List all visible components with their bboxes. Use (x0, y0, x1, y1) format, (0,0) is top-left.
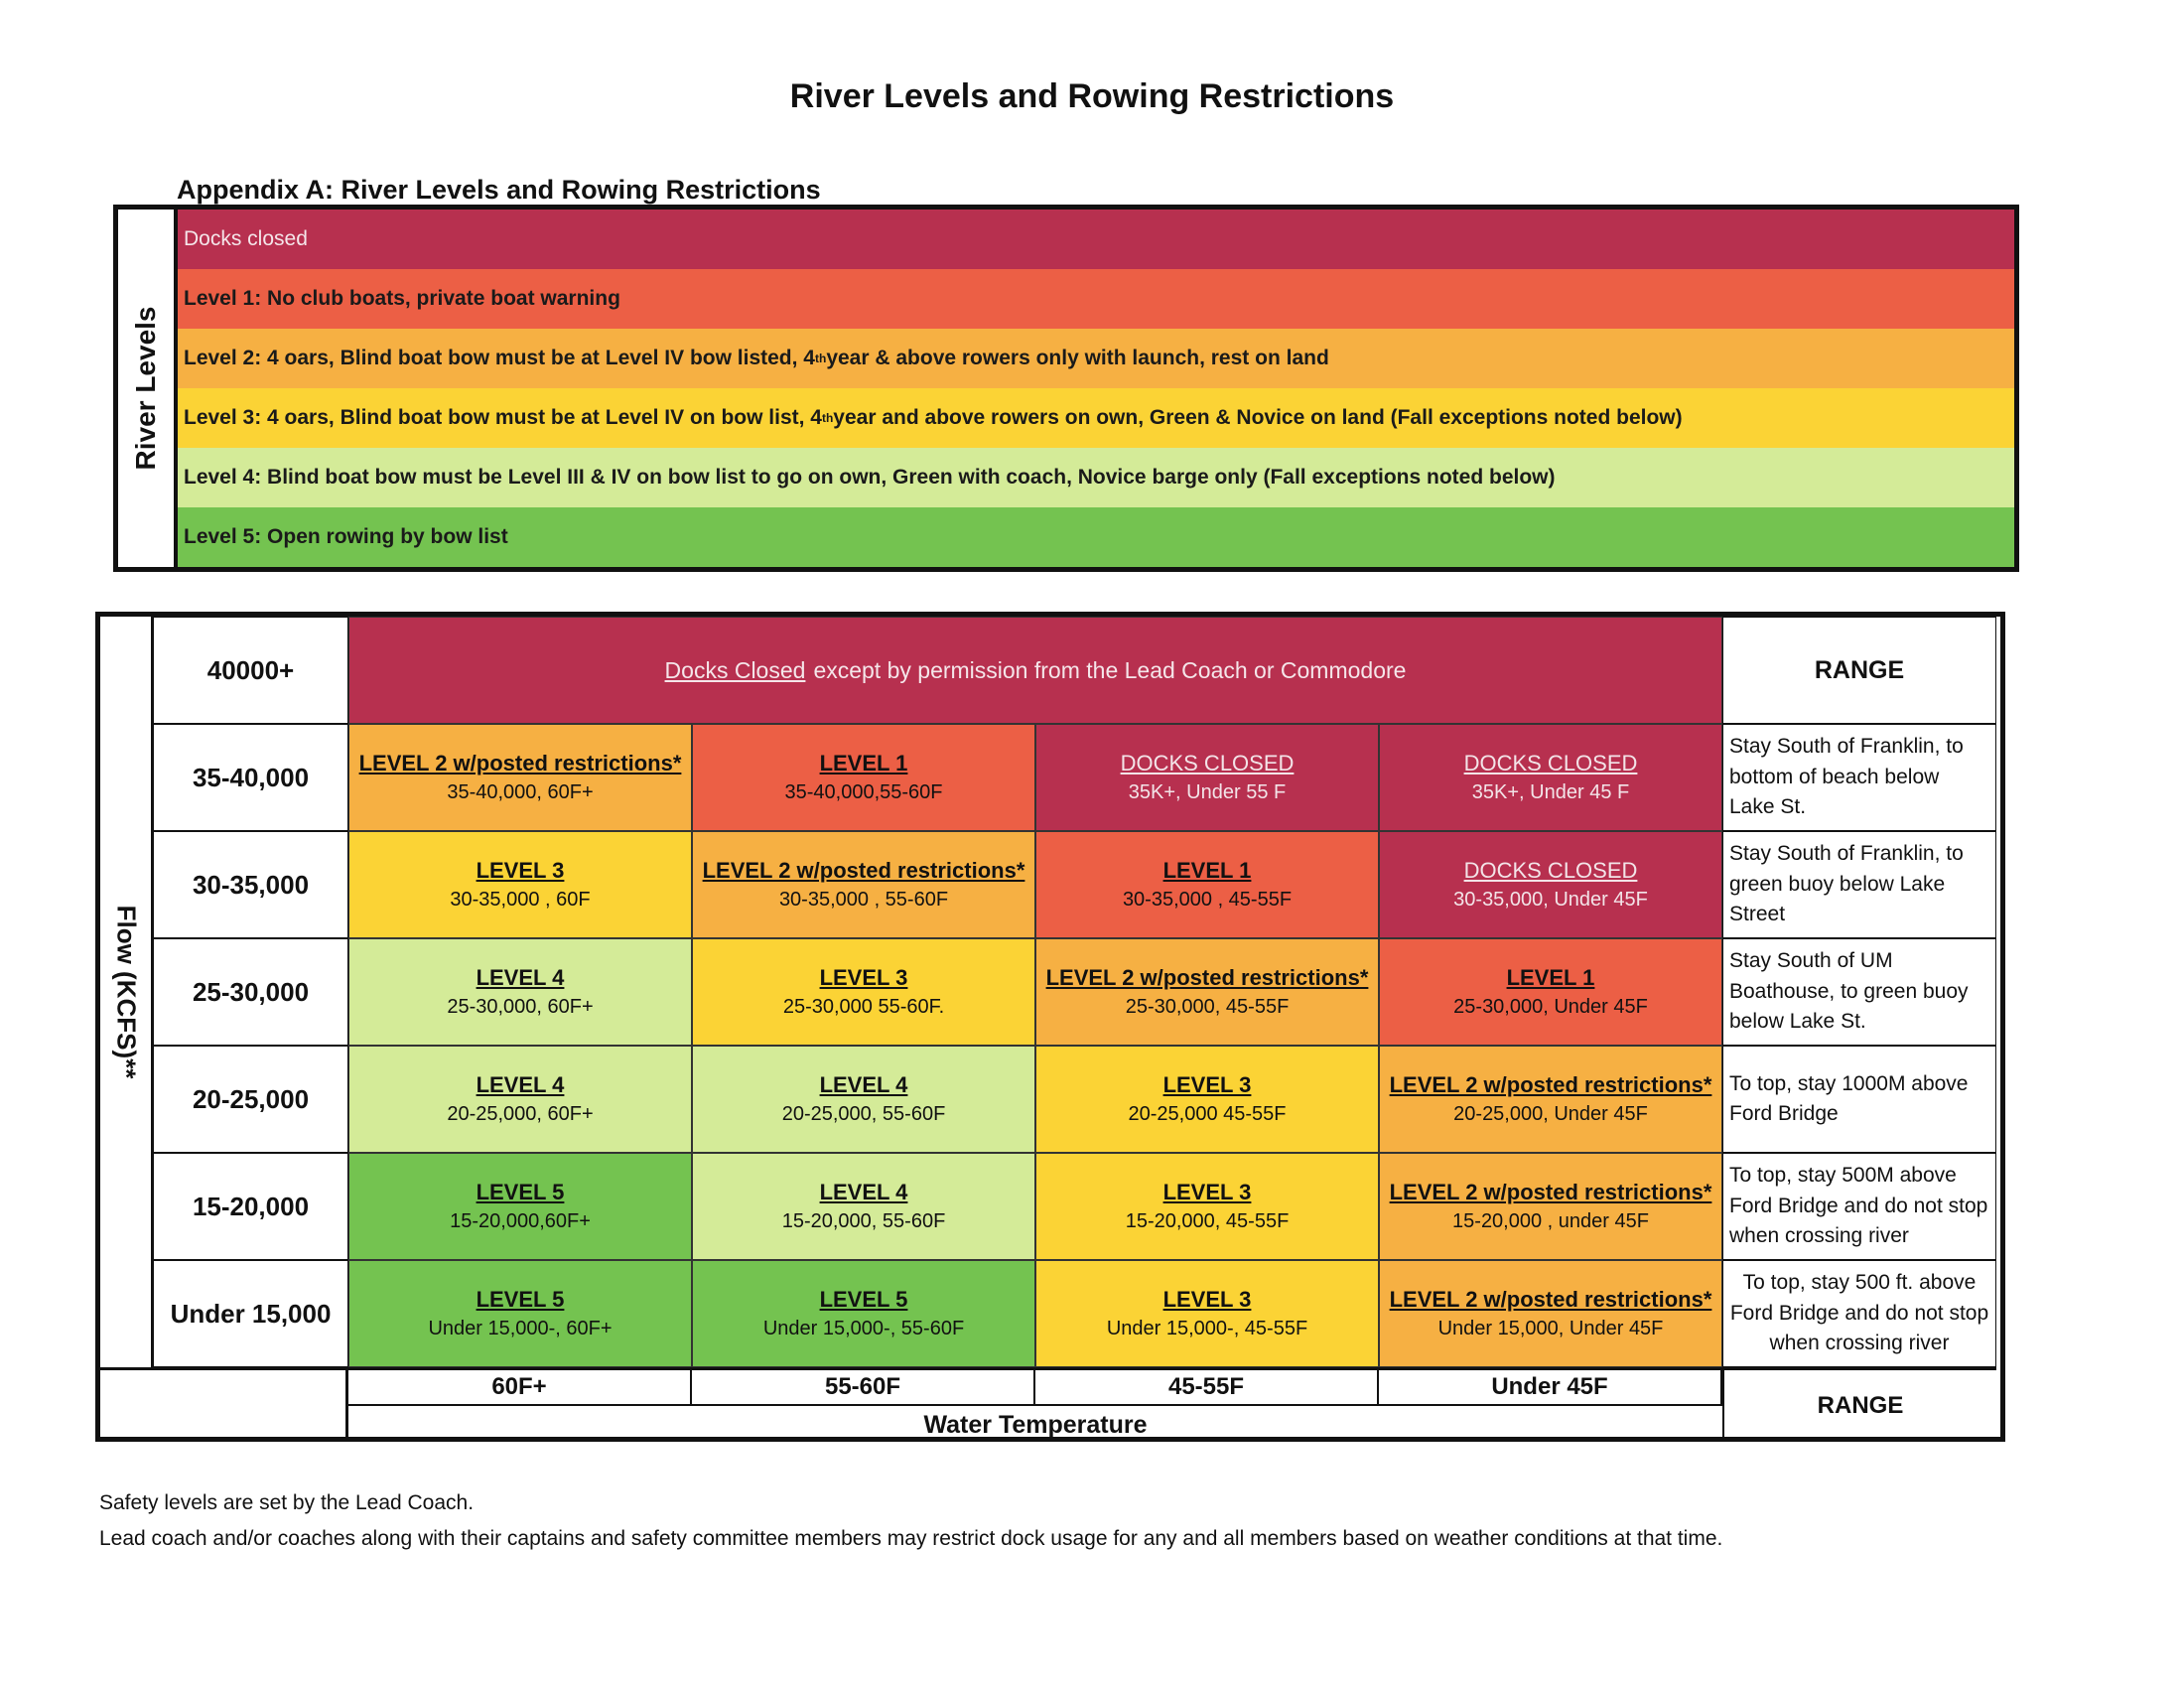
level-cell-value: 35-40,000,55-60F (784, 781, 943, 804)
level-cell-value: 15-20,000,60F+ (450, 1210, 591, 1233)
legend-row-level-2 (178, 329, 2014, 388)
docks-closed-banner (348, 617, 1722, 724)
level-cell-value: 20-25,000, 55-60F (781, 1103, 946, 1126)
level-cell-level: LEVEL 2 w/posted restrictions* (358, 750, 682, 775)
legend-row-level-5: Level 5: Open rowing by bow list (178, 507, 2014, 567)
level-cell (348, 1046, 692, 1153)
level-cell-level: LEVEL 3 (819, 964, 908, 990)
level-cell-level: LEVEL 5 (819, 1286, 908, 1312)
flow-row-label: 35-40,000 (154, 724, 348, 831)
level-cell-level: LEVEL 2 w/posted restrictions* (1389, 1179, 1712, 1204)
level-cell-level: LEVEL 1 (1506, 964, 1595, 990)
level-cell-level: LEVEL 3 (1162, 1286, 1252, 1312)
legend-row-level-2-sup: th (814, 352, 827, 365)
flow-row-label: Under 15,000 (154, 1260, 348, 1367)
level-cell-level: LEVEL 4 (819, 1179, 908, 1204)
level-cell (692, 938, 1035, 1046)
level-cell (1035, 724, 1379, 831)
legend-row-level-3 (178, 388, 2014, 448)
level-cell (1035, 938, 1379, 1046)
level-cell (1379, 1260, 1722, 1367)
river-levels-rows (178, 210, 2014, 567)
page-title: River Levels and Rowing Restrictions (789, 77, 1395, 115)
level-cell-value: 35-40,000, 60F+ (447, 781, 594, 804)
level-cell (348, 831, 692, 938)
temp-under-45f: Under 45F (1379, 1370, 1722, 1406)
banner-underlined: Docks Closed (664, 656, 806, 683)
level-cell-value: 25-30,000, Under 45F (1453, 996, 1648, 1019)
level-cell-value: 35K+, Under 45 F (1471, 781, 1630, 804)
temperature-axis (348, 1367, 1722, 1442)
legend-row-level-4: Level 4: Blind boat bow must be Level III & IV on bow list to go on own, Green with coach, Novice barge only (Fall exceptions noted below) (178, 448, 2014, 507)
flow-row-label: 30-35,000 (154, 831, 348, 938)
river-levels-legend (113, 205, 2019, 572)
level-cell (348, 1153, 692, 1260)
flow-row-label: 40000+ (154, 617, 348, 724)
level-cell-level: LEVEL 4 (819, 1071, 908, 1097)
range-cell: To top, stay 1000M above Ford Bridge (1722, 1046, 1996, 1153)
level-cell-level: DOCKS CLOSED (1463, 750, 1638, 775)
water-temperature-label: Water Temperature (923, 1411, 1148, 1439)
level-cell (692, 1046, 1035, 1153)
level-cell-level: LEVEL 2 w/posted restrictions* (1389, 1286, 1712, 1312)
level-cell-level: LEVEL 3 (1162, 1071, 1252, 1097)
range-cell: Stay South of Franklin, to bottom of beach below Lake St. (1722, 724, 1996, 831)
safety-note: Safety levels are set by the Lead Coach. (99, 1491, 475, 1514)
range-footer: RANGE (1722, 1367, 1996, 1442)
temp-45-55f: 45-55F (1035, 1370, 1379, 1406)
legend-row-level-3-sup: th (821, 411, 834, 425)
level-cell-value: 20-25,000 45-55F (1128, 1103, 1287, 1126)
range-cell: Stay South of UM Boathouse, to green buoy below Lake St. (1722, 938, 1996, 1046)
level-cell-level: LEVEL 3 (1162, 1179, 1252, 1204)
temp-55-60f: 55-60F (692, 1370, 1035, 1406)
level-cell (348, 938, 692, 1046)
flow-row-label: 25-30,000 (154, 938, 348, 1046)
legend-row-level-2-text-a: Level 2: 4 oars, Blind boat bow must be at Level IV bow listed, 4 (184, 347, 815, 369)
appendix-title: Appendix A: River Levels and Rowing Restrictions (177, 175, 821, 205)
legend-row-level-1: Level 1: No club boats, private boat warning (178, 269, 2014, 329)
level-cell (1379, 1046, 1722, 1153)
banner-text: except by permission from the Lead Coach or Commodore (813, 656, 1407, 683)
level-cell-level: LEVEL 4 (476, 964, 565, 990)
level-cell-level: LEVEL 2 w/posted restrictions* (1045, 964, 1369, 990)
range-cell: To top, stay 500M above Ford Bridge and do not stop when crossing river (1722, 1153, 1996, 1260)
level-cell-level: LEVEL 3 (476, 857, 565, 883)
level-cell-value: 20-25,000, Under 45F (1453, 1103, 1648, 1126)
flow-row-label: 15-20,000 (154, 1153, 348, 1260)
level-cell-value: Under 15,000-, 55-60F (762, 1318, 965, 1340)
flow-table (95, 612, 2005, 1442)
level-cell (348, 724, 692, 831)
table-corner (100, 1367, 348, 1442)
flow-axis-label: Flow (KCFS)** (111, 905, 141, 1079)
river-levels-label: River Levels (130, 306, 161, 471)
level-cell-value: 25-30,000, 45-55F (1125, 996, 1290, 1019)
level-cell-level: LEVEL 1 (1162, 857, 1252, 883)
temp-60f-plus: 60F+ (348, 1370, 692, 1406)
level-cell (348, 1260, 692, 1367)
level-cell (692, 724, 1035, 831)
level-cell-value: 30-35,000, Under 45F (1453, 889, 1648, 912)
level-cell (1379, 938, 1722, 1046)
level-cell-level: LEVEL 2 w/posted restrictions* (702, 857, 1025, 883)
level-cell (1379, 831, 1722, 938)
level-cell (1379, 1153, 1722, 1260)
flow-axis (100, 617, 154, 1367)
range-cell: To top, stay 500 ft. above Ford Bridge and do not stop when crossing river (1722, 1260, 1996, 1367)
flow-row-label: 20-25,000 (154, 1046, 348, 1153)
level-cell (1035, 1046, 1379, 1153)
level-cell-level: LEVEL 5 (476, 1179, 565, 1204)
level-cell-value: Under 15,000-, 45-55F (1106, 1318, 1308, 1340)
level-cell-level: LEVEL 4 (476, 1071, 565, 1097)
dock-usage-note: Lead coach and/or coaches along with their captains and safety committee members may restrict dock usage for any and all members based on weather conditions at that time. (99, 1527, 1723, 1550)
level-cell-value: 30-35,000 , 45-55F (1122, 889, 1293, 912)
level-cell-level: LEVEL 5 (476, 1286, 565, 1312)
level-cell (692, 1260, 1035, 1367)
level-cell-value: 35K+, Under 55 F (1128, 781, 1287, 804)
level-cell-level: DOCKS CLOSED (1463, 857, 1638, 883)
legend-row-level-2-text-b: year & above rowers only with launch, rest on land (826, 347, 1329, 369)
level-cell-value: 30-35,000 , 55-60F (778, 889, 949, 912)
legend-row-level-3-text-a: Level 3: 4 oars, Blind boat bow must be at Level IV on bow list, 4 (184, 406, 822, 429)
level-cell (1035, 1260, 1379, 1367)
level-cell (1035, 831, 1379, 938)
level-cell-level: LEVEL 2 w/posted restrictions* (1389, 1071, 1712, 1097)
level-cell (1035, 1153, 1379, 1260)
level-cell (1379, 724, 1722, 831)
level-cell-level: LEVEL 1 (819, 750, 908, 775)
level-cell-value: 25-30,000, 60F+ (447, 996, 594, 1019)
range-header: RANGE (1722, 617, 1996, 724)
level-cell-value: 25-30,000 55-60F. (782, 996, 945, 1019)
level-cell-value: 20-25,000, 60F+ (447, 1103, 594, 1126)
level-cell (692, 1153, 1035, 1260)
legend-row-docks-closed: Docks closed (178, 210, 2014, 269)
level-cell-value: Under 15,000, Under 45F (1437, 1318, 1664, 1340)
range-cell: Stay South of Franklin, to green buoy below Lake Street (1722, 831, 1996, 938)
level-cell-value: 15-20,000, 55-60F (781, 1210, 946, 1233)
level-cell-value: 15-20,000, 45-55F (1125, 1210, 1290, 1233)
level-cell-value: Under 15,000-, 60F+ (428, 1318, 613, 1340)
river-levels-side (118, 210, 178, 567)
legend-row-level-3-text-b: year and above rowers on own, Green & Novice on land (Fall exceptions noted below) (833, 406, 1683, 429)
level-cell-value: 15-20,000 , under 45F (1452, 1210, 1649, 1233)
level-cell-value: 30-35,000 , 60F (450, 889, 591, 912)
level-cell-level: DOCKS CLOSED (1120, 750, 1295, 775)
level-cell (692, 831, 1035, 938)
